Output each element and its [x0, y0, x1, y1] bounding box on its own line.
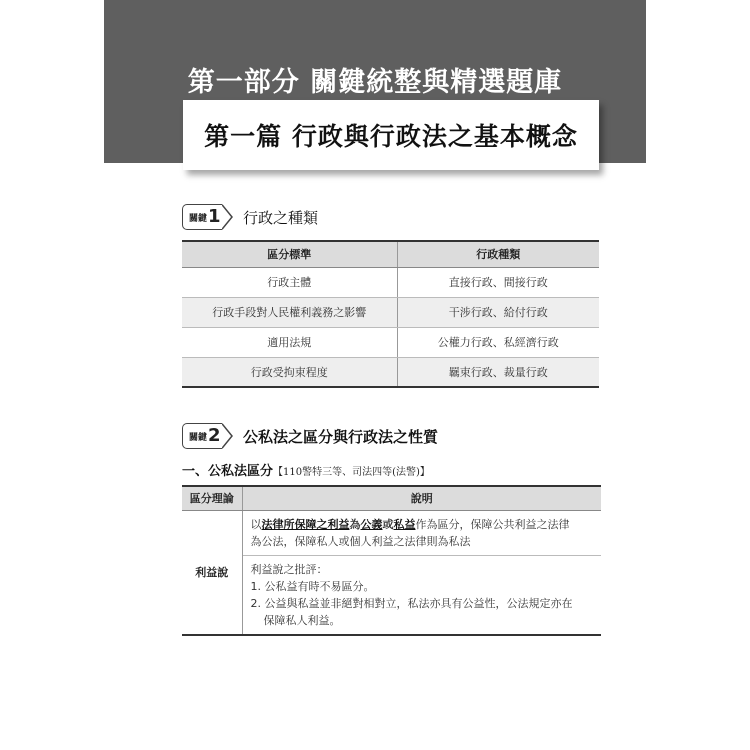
table-cell: 直接行政、間接行政: [397, 267, 599, 297]
table-cell: 行政受拘束程度: [182, 357, 397, 387]
table-row: [182, 555, 601, 635]
text-run: 或: [382, 517, 394, 531]
table-row: [182, 297, 599, 327]
exam-source-note: 【110警特三等、司法四等(法警)】: [273, 467, 430, 478]
key-badge-number: 2: [208, 425, 221, 446]
key-badge-2: [182, 423, 234, 449]
section-heading: [182, 460, 430, 479]
table-header-row: [182, 486, 601, 510]
table-header-cell: 說明: [242, 486, 601, 510]
table-cell: 干涉行政、給付行政: [397, 297, 599, 327]
emphasis-text: 私益: [393, 517, 416, 531]
key-badge-box: [182, 423, 222, 449]
criticism-item: 1. 公私益有時不易區分。: [250, 579, 375, 593]
description-line: [251, 516, 594, 533]
badge-arrow-icon: [222, 423, 234, 449]
theory-criticism: [242, 555, 601, 635]
part-title: 第一部分 關鍵統整與精選題庫: [187, 67, 563, 98]
table-row: [182, 357, 599, 387]
emphasis-text: 公義: [360, 517, 383, 531]
table-header-cell: 區分理論: [182, 486, 242, 510]
criticism-item: 2. 公益與私益並非絕對相對立，私法亦具有公益性，公法規定亦在: [250, 596, 573, 610]
table-row: [182, 327, 599, 357]
table-row: [182, 510, 601, 555]
text-run: 為: [349, 517, 361, 531]
key-badge-box: [182, 204, 222, 230]
table-row: [182, 267, 599, 297]
key-1-title: 行政之種類: [243, 209, 319, 227]
badge-arrow-icon: [222, 204, 234, 230]
description-line: 為公法，保障私人或個人利益之法律則為私法: [250, 534, 471, 548]
key-2-title: 公私法之區分與行政法之性質: [243, 428, 439, 446]
table-header-cell: 行政種類: [397, 241, 599, 267]
emphasis-text: 法律所保障之利益: [261, 517, 350, 531]
text-run: 作為區分，保障公共利益之法律: [415, 517, 570, 531]
table-cell: 適用法規: [182, 327, 397, 357]
section-heading-text: 一、公私法區分: [182, 464, 274, 479]
criticism-intro: 利益說之批評：: [250, 562, 328, 576]
table-cell: 羈束行政、裁量行政: [397, 357, 599, 387]
public-private-law-table: [182, 485, 601, 636]
chapter-title: 第一篇 行政與行政法之基本概念: [204, 122, 578, 151]
key-badge-number: 1: [208, 206, 221, 227]
theory-description: [242, 510, 601, 555]
administration-types-table: [182, 240, 599, 388]
table-cell: 行政手段對人民權利義務之影響: [182, 297, 397, 327]
criticism-item-continuation: 保障私人利益。: [263, 613, 341, 627]
table-cell: 公權力行政、私經濟行政: [397, 327, 599, 357]
table-header-row: [182, 241, 599, 267]
text-run: 以: [250, 517, 262, 531]
key-badge-word: 關鍵: [189, 432, 208, 443]
key-badge-1: [182, 204, 234, 230]
key-badge-word: 關鍵: [189, 213, 208, 224]
table-header-cell: 區分標準: [182, 241, 397, 267]
table-cell: 行政主體: [182, 267, 397, 297]
theory-label: 利益說: [182, 510, 242, 635]
